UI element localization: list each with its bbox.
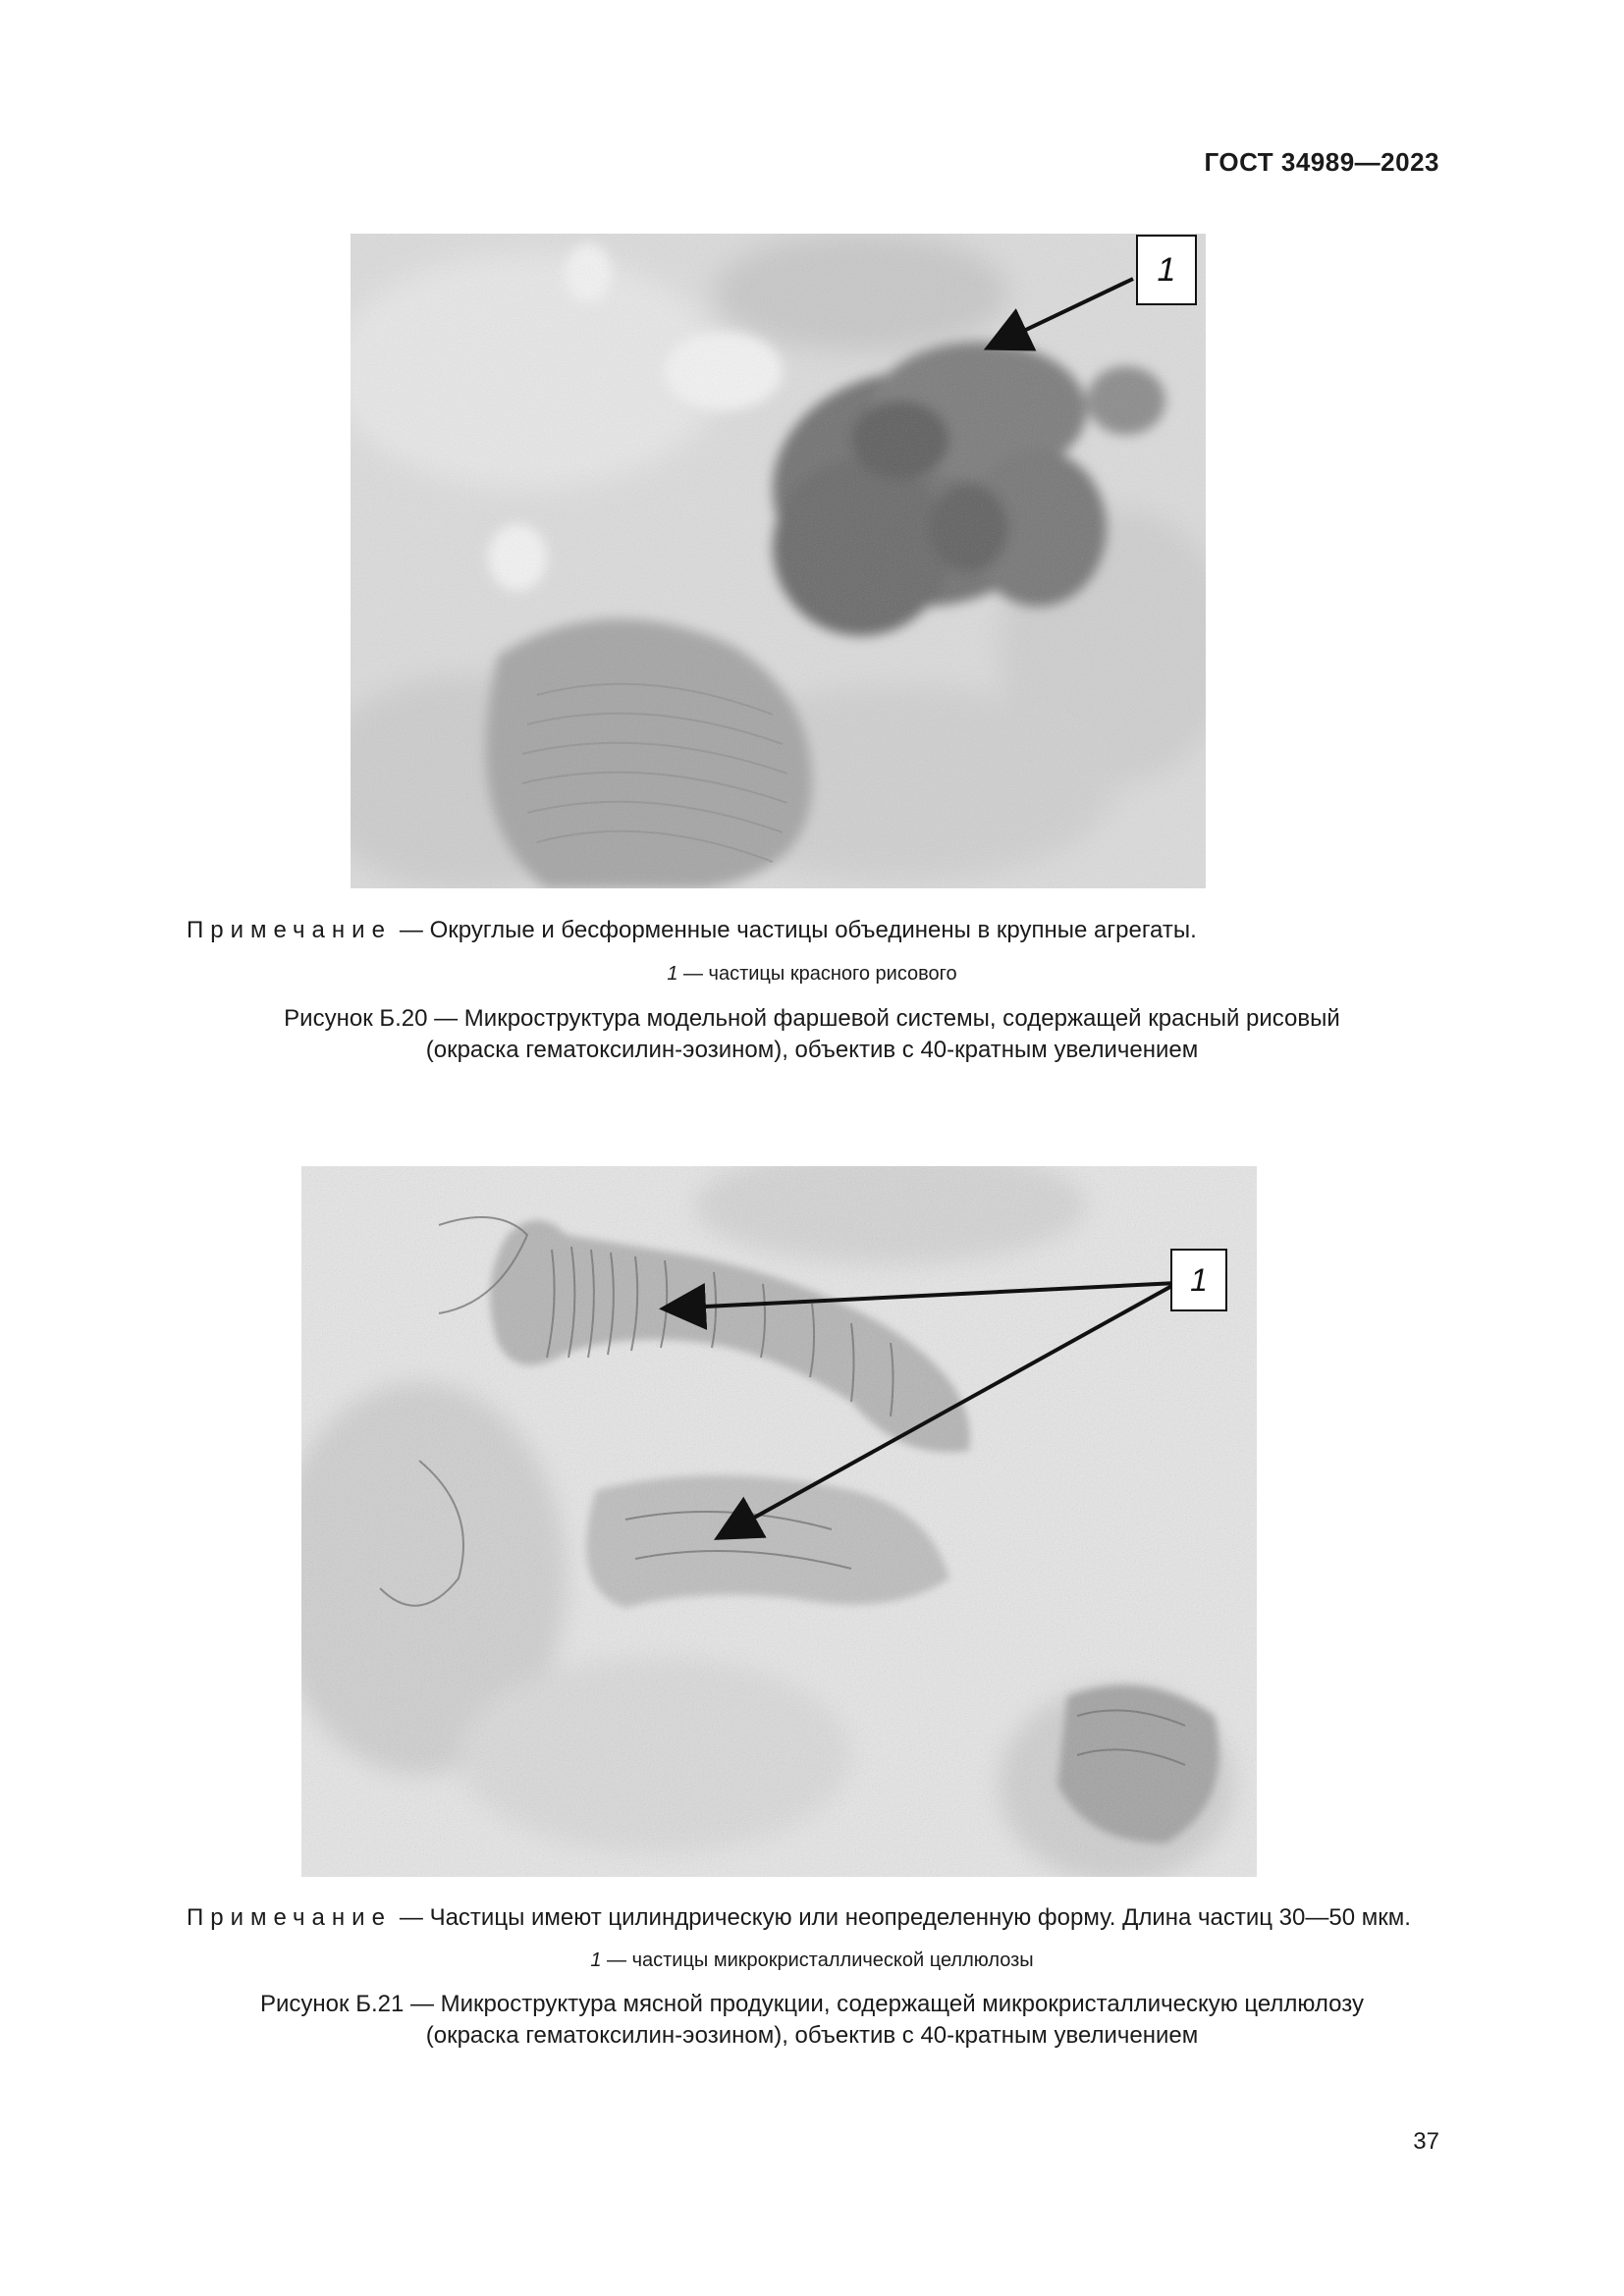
document-header-id: ГОСТ 34989—2023	[1204, 147, 1439, 177]
figure2-callout-label: 1	[1190, 1262, 1208, 1298]
micrograph-figure-b21	[301, 1166, 1257, 1877]
figure2-note-label: Примечание	[187, 1904, 392, 1931]
figure1-note-text: — Округлые и бесформенные частицы объединены в крупные агрегаты.	[399, 917, 1197, 943]
figure2-legend-text: — частицы микрокристаллической целлюлозы	[607, 1949, 1034, 1971]
figure1-legend	[0, 963, 1624, 986]
figure1-note-label: Примечание	[187, 917, 392, 943]
figure2-caption	[0, 1989, 1624, 2052]
figure2-caption-line1: Рисунок Б.21 — Микроструктура мясной продукции, содержащей микрокристаллическую целлюлозу	[260, 1991, 1364, 2017]
figure1-callout-label: 1	[1157, 251, 1176, 289]
figure1-legend-number: 1	[667, 963, 678, 985]
figure1-caption-line1: Рисунок Б.20 — Микроструктура модельной фаршевой системы, содержащей красный рисовый	[284, 1005, 1340, 1032]
figure2-note-text: — Частицы имеют цилиндрическую или неопределенную форму. Длина частиц 30—50 мкм.	[399, 1904, 1411, 1931]
figure1-legend-text: — частицы красного рисового	[683, 963, 957, 985]
page-number: 37	[1413, 2128, 1439, 2155]
figure2-note	[187, 1904, 1411, 1932]
figure1-caption	[0, 1003, 1624, 1066]
figure2-legend-number: 1	[590, 1949, 602, 1971]
figure2-legend	[0, 1949, 1624, 1972]
figure1-note	[187, 917, 1197, 944]
micrograph-figure-b20	[351, 234, 1206, 888]
figure1-caption-line2: (окраска гематоксилин-эозином), объектив с 40-кратным увеличением	[425, 1037, 1199, 1063]
figure2-caption-line2: (окраска гематоксилин-эозином), объектив с 40-кратным увеличением	[425, 2022, 1199, 2049]
